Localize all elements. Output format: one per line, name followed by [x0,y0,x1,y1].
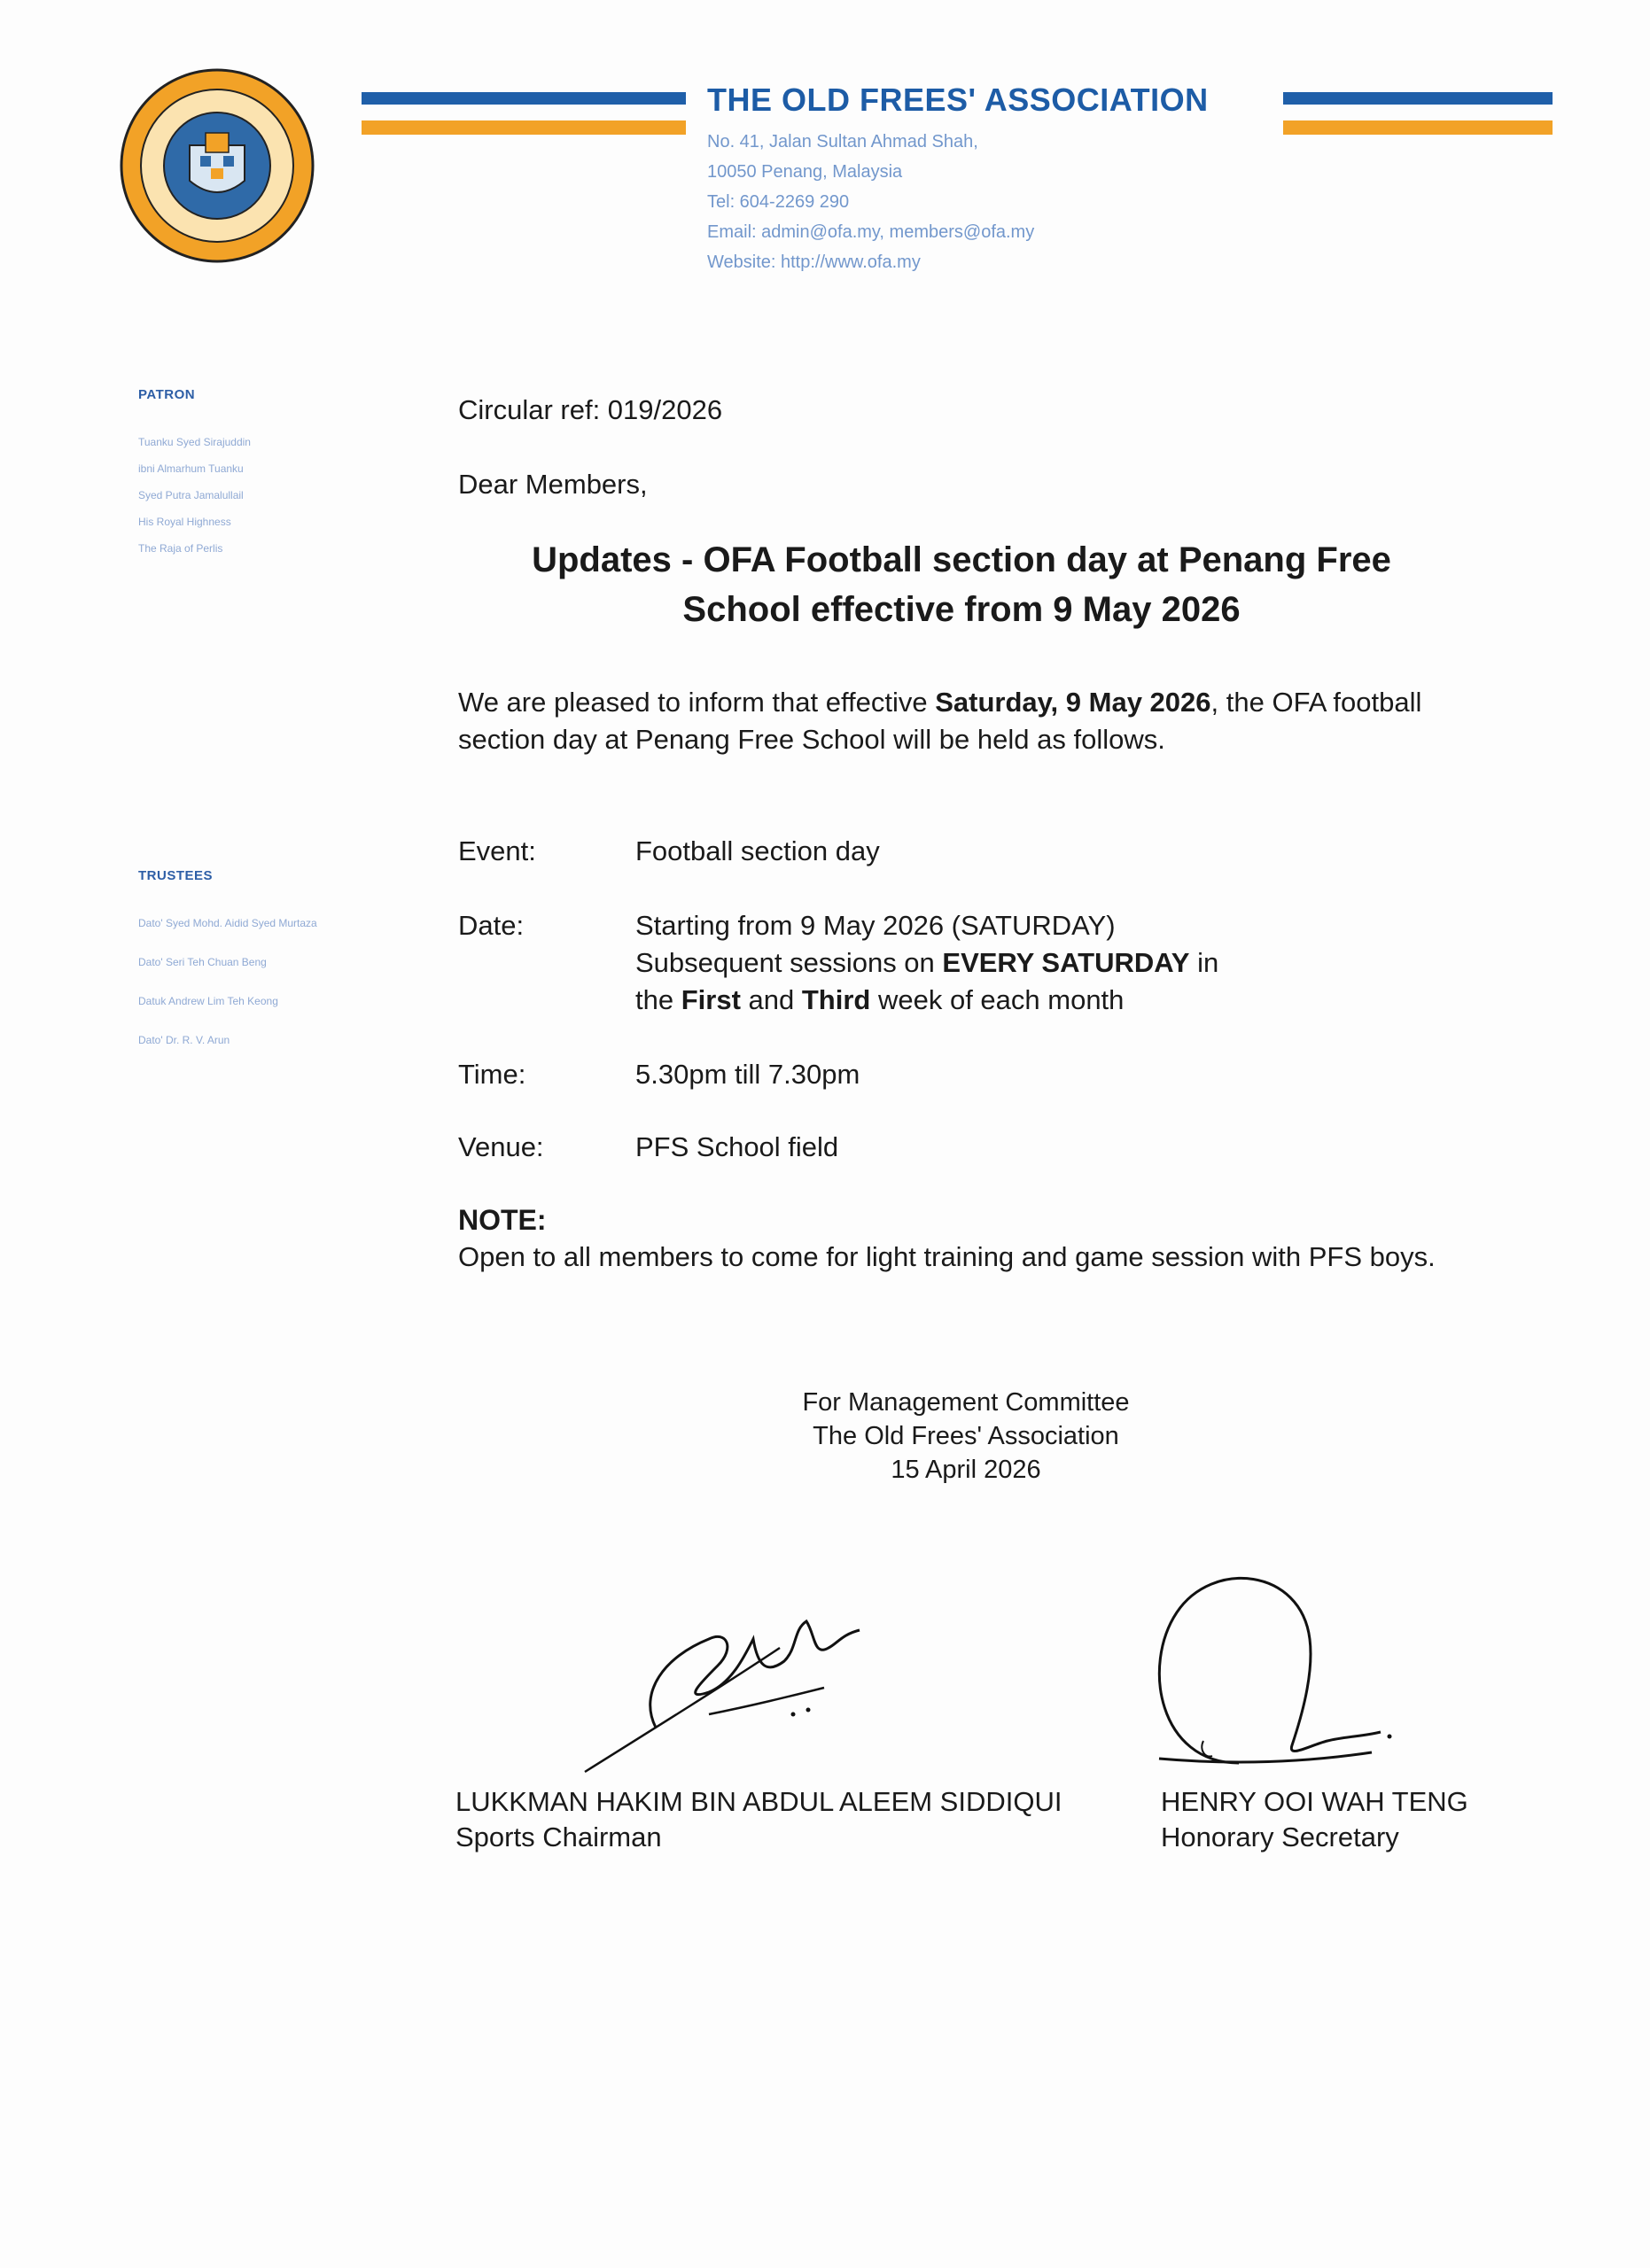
trustee-name: Dato' Syed Mohd. Aidid Syed Murtaza [138,917,317,929]
note-heading: NOTE: [458,1204,547,1236]
patron-section [138,387,251,562]
header-rule-blue-right [1283,92,1553,105]
signatory-title: Sports Chairman [455,1821,662,1852]
signatory-sports-chairman [455,1784,1062,1855]
signatory-name: HENRY OOI WAH TENG [1161,1786,1468,1817]
address-line: No. 41, Jalan Sultan Ahmad Shah, [707,132,978,151]
time-value: 5.30pm till 7.30pm [635,1059,860,1090]
signatory-name: LUKKMAN HAKIM BIN ABDUL ALEEM SIDDIQUI [455,1786,1062,1817]
patron-name: His Royal Highness [138,516,231,528]
intro-paragraph [458,684,1468,758]
date-value [635,907,1486,1019]
closing-line: The Old Frees' Association [813,1422,1119,1450]
date-label: Date: [458,910,525,941]
patron-name: Syed Putra Jamalullail [138,489,244,501]
patron-heading: PATRON [138,387,196,402]
header-rule-blue-left [362,92,686,105]
trustees-heading: TRUSTEES [138,868,214,883]
intro-text: We are pleased to inform that effective [458,687,936,718]
trustee-name: Datuk Andrew Lim Teh Keong [138,995,278,1007]
address-line: 10050 Penang, Malaysia [707,162,903,182]
closing-line: For Management Committee [802,1388,1130,1417]
organization-contact [707,127,1034,277]
title-line: School effective from 9 May 2026 [682,590,1241,629]
date-line: the First and Third week of each month [635,984,1125,1015]
note-text: Open to all members to come for light training and game session with PFS boys. [458,1241,1436,1272]
header-rule-orange-right [1283,120,1553,135]
patron-names [138,429,251,562]
intro-text: , the OFA football section day at Penang Free School will be held as follows. [458,687,1422,755]
association-crest-logo [119,67,315,264]
date-line: Starting from 9 May 2026 (SATURDAY) [635,910,1116,941]
date-line: Subsequent sessions on EVERY SATURDAY in [635,947,1219,978]
event-value: Football section day [635,835,880,866]
trustee-names [138,910,317,1053]
letter-title [458,535,1465,634]
patron-name: The Raja of Perlis [138,542,223,555]
circular-reference: Circular ref: 019/2026 [458,394,723,425]
intro-date: Saturday, 9 May 2026 [935,687,1211,718]
trustee-name: Dato' Dr. R. V. Arun [138,1034,230,1046]
trustees-section [138,868,317,1066]
signatory-title: Honorary Secretary [1161,1821,1399,1852]
venue-value: PFS School field [635,1131,839,1162]
patron-name: ibni Almarhum Tuanku [138,462,244,475]
time-label: Time: [458,1059,526,1090]
signature-honorary-secretary [1124,1559,1407,1790]
signatory-honorary-secretary [1161,1784,1468,1855]
closing-block [744,1386,1187,1487]
signature-sports-chairman [576,1559,930,1781]
patron-name: Tuanku Syed Sirajuddin [138,436,251,448]
event-label: Event: [458,835,536,866]
email: Email: admin@ofa.my, members@ofa.my [707,222,1035,242]
closing-date: 15 April 2026 [891,1456,1041,1484]
trustee-name: Dato' Seri Teh Chuan Beng [138,956,267,968]
website: Website: http://www.ofa.my [707,252,921,272]
title-line: Updates - OFA Football section day at Penang Free [532,540,1391,579]
header-rule-orange-left [362,120,686,135]
venue-label: Venue: [458,1131,544,1162]
organization-name: THE OLD FREES' ASSOCIATION [707,82,1209,118]
greeting: Dear Members, [458,469,648,500]
telephone: Tel: 604-2269 290 [707,192,850,212]
